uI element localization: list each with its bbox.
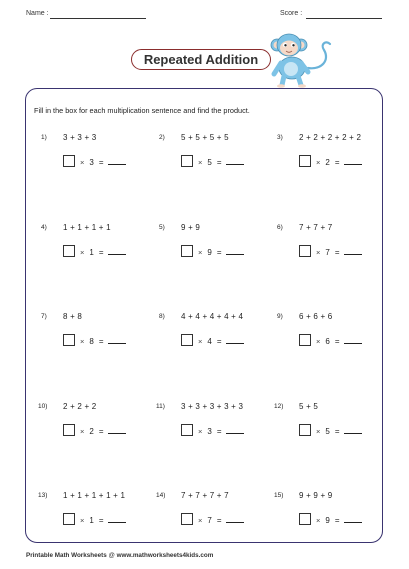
problem-number: 12)	[274, 403, 284, 410]
answer-box[interactable]	[181, 513, 193, 525]
times-sign: ×	[316, 337, 321, 346]
problem-item	[41, 313, 151, 353]
equals-sign: =	[334, 337, 340, 346]
answer-box[interactable]	[181, 155, 193, 167]
problem-number: 8)	[159, 313, 165, 320]
multiplier-value: 2	[325, 158, 330, 167]
multiplier-value: 7	[207, 516, 212, 525]
equals-sign: =	[216, 248, 222, 257]
multiplier-value: 9	[325, 516, 330, 525]
problem-number: 9)	[277, 313, 283, 320]
problem-item	[38, 492, 148, 532]
product-blank[interactable]	[108, 164, 126, 165]
multiplier-value: 1	[89, 516, 94, 525]
answer-box[interactable]	[181, 424, 193, 436]
product-blank[interactable]	[226, 522, 244, 523]
answer-box[interactable]	[181, 334, 193, 346]
addition-sentence: 3 + 3 + 3	[63, 133, 97, 142]
product-blank[interactable]	[108, 343, 126, 344]
times-sign: ×	[316, 427, 321, 436]
addition-sentence: 5 + 5 + 5 + 5	[181, 133, 229, 142]
multiplier-value: 8	[89, 337, 94, 346]
problem-number: 13)	[38, 492, 48, 499]
multiplier-value: 7	[325, 248, 330, 257]
multiplier-value: 6	[325, 337, 330, 346]
addition-sentence: 9 + 9 + 9	[299, 491, 333, 500]
equals-sign: =	[216, 337, 222, 346]
addition-sentence: 4 + 4 + 4 + 4 + 4	[181, 312, 244, 321]
addition-sentence: 1 + 1 + 1 + 1 + 1	[63, 491, 126, 500]
multiplier-value: 9	[207, 248, 212, 257]
equals-sign: =	[334, 427, 340, 436]
product-blank[interactable]	[108, 433, 126, 434]
answer-box[interactable]	[299, 245, 311, 257]
product-blank[interactable]	[344, 433, 362, 434]
product-blank[interactable]	[226, 343, 244, 344]
problem-number: 2)	[159, 134, 165, 141]
problem-number: 15)	[274, 492, 284, 499]
addition-sentence: 1 + 1 + 1 + 1	[63, 223, 111, 232]
equals-sign: =	[334, 248, 340, 257]
problem-number: 3)	[277, 134, 283, 141]
problem-item	[274, 492, 384, 532]
addition-sentence: 7 + 7 + 7	[299, 223, 333, 232]
times-sign: ×	[198, 427, 203, 436]
times-sign: ×	[198, 158, 203, 167]
times-sign: ×	[80, 248, 85, 257]
times-sign: ×	[316, 158, 321, 167]
answer-box[interactable]	[63, 424, 75, 436]
multiplier-value: 3	[207, 427, 212, 436]
equals-sign: =	[216, 516, 222, 525]
title-banner	[131, 49, 271, 70]
answer-box[interactable]	[299, 334, 311, 346]
equals-sign: =	[216, 158, 222, 167]
equals-sign: =	[98, 427, 104, 436]
monkey-icon	[264, 30, 336, 88]
addition-sentence: 9 + 9	[181, 223, 201, 232]
problem-number: 6)	[277, 224, 283, 231]
multiplier-value: 1	[89, 248, 94, 257]
multiplier-value: 5	[325, 427, 330, 436]
problem-item	[159, 313, 269, 353]
answer-box[interactable]	[299, 155, 311, 167]
addition-sentence: 8 + 8	[63, 312, 83, 321]
equals-sign: =	[334, 516, 340, 525]
problem-item	[159, 134, 269, 174]
times-sign: ×	[316, 516, 321, 525]
times-sign: ×	[80, 427, 85, 436]
equals-sign: =	[98, 158, 104, 167]
footer-at: @	[108, 552, 115, 559]
score-field[interactable]	[306, 18, 382, 19]
problem-number: 7)	[41, 313, 47, 320]
answer-box[interactable]	[63, 513, 75, 525]
page-title: Repeated Addition	[143, 52, 259, 67]
problem-number: 11)	[156, 403, 165, 410]
addition-sentence: 2 + 2 + 2	[63, 402, 97, 411]
problem-number: 10)	[38, 403, 48, 410]
product-blank[interactable]	[108, 254, 126, 255]
problem-item	[156, 403, 266, 443]
problem-item	[38, 403, 148, 443]
product-blank[interactable]	[344, 164, 362, 165]
times-sign: ×	[198, 516, 203, 525]
addition-sentence: 6 + 6 + 6	[299, 312, 333, 321]
instructions-text: Fill in the box for each multiplication sentence and find the product.	[34, 106, 250, 115]
product-blank[interactable]	[344, 343, 362, 344]
name-label: Name :	[26, 10, 49, 17]
problem-number: 14)	[156, 492, 166, 499]
addition-sentence: 3 + 3 + 3 + 3 + 3	[181, 402, 244, 411]
addition-sentence: 5 + 5	[299, 402, 319, 411]
multiplier-value: 2	[89, 427, 94, 436]
times-sign: ×	[316, 248, 321, 257]
problem-number: 5)	[159, 224, 165, 231]
answer-box[interactable]	[181, 245, 193, 257]
product-blank[interactable]	[344, 254, 362, 255]
product-blank[interactable]	[226, 433, 244, 434]
footer	[26, 552, 213, 559]
product-blank[interactable]	[108, 522, 126, 523]
problem-item	[274, 403, 384, 443]
multiplier-value: 4	[207, 337, 212, 346]
problem-item	[277, 313, 387, 353]
problem-item	[159, 224, 269, 264]
name-field[interactable]	[50, 18, 146, 19]
problem-number: 4)	[41, 224, 47, 231]
problem-item	[41, 134, 151, 174]
times-sign: ×	[80, 516, 85, 525]
answer-box[interactable]	[299, 513, 311, 525]
addition-sentence: 7 + 7 + 7 + 7	[181, 491, 229, 500]
product-blank[interactable]	[226, 164, 244, 165]
times-sign: ×	[80, 337, 85, 346]
equals-sign: =	[334, 158, 340, 167]
addition-sentence: 2 + 2 + 2 + 2 + 2	[299, 133, 362, 142]
score-label: Score :	[280, 10, 303, 17]
times-sign: ×	[80, 158, 85, 167]
product-blank[interactable]	[226, 254, 244, 255]
equals-sign: =	[98, 337, 104, 346]
footer-url[interactable]: www.mathworksheets4kids.com	[116, 552, 214, 559]
answer-box[interactable]	[63, 245, 75, 257]
problem-number: 1)	[41, 134, 47, 141]
equals-sign: =	[216, 427, 222, 436]
problem-item	[277, 134, 387, 174]
problem-item	[156, 492, 266, 532]
footer-brand: Printable Math Worksheets	[26, 552, 107, 559]
equals-sign: =	[98, 516, 104, 525]
problem-item	[41, 224, 151, 264]
multiplier-value: 3	[89, 158, 94, 167]
equals-sign: =	[98, 248, 104, 257]
answer-box[interactable]	[63, 155, 75, 167]
answer-box[interactable]	[299, 424, 311, 436]
times-sign: ×	[198, 248, 203, 257]
product-blank[interactable]	[344, 522, 362, 523]
answer-box[interactable]	[63, 334, 75, 346]
times-sign: ×	[198, 337, 203, 346]
problem-item	[277, 224, 387, 264]
multiplier-value: 5	[207, 158, 212, 167]
